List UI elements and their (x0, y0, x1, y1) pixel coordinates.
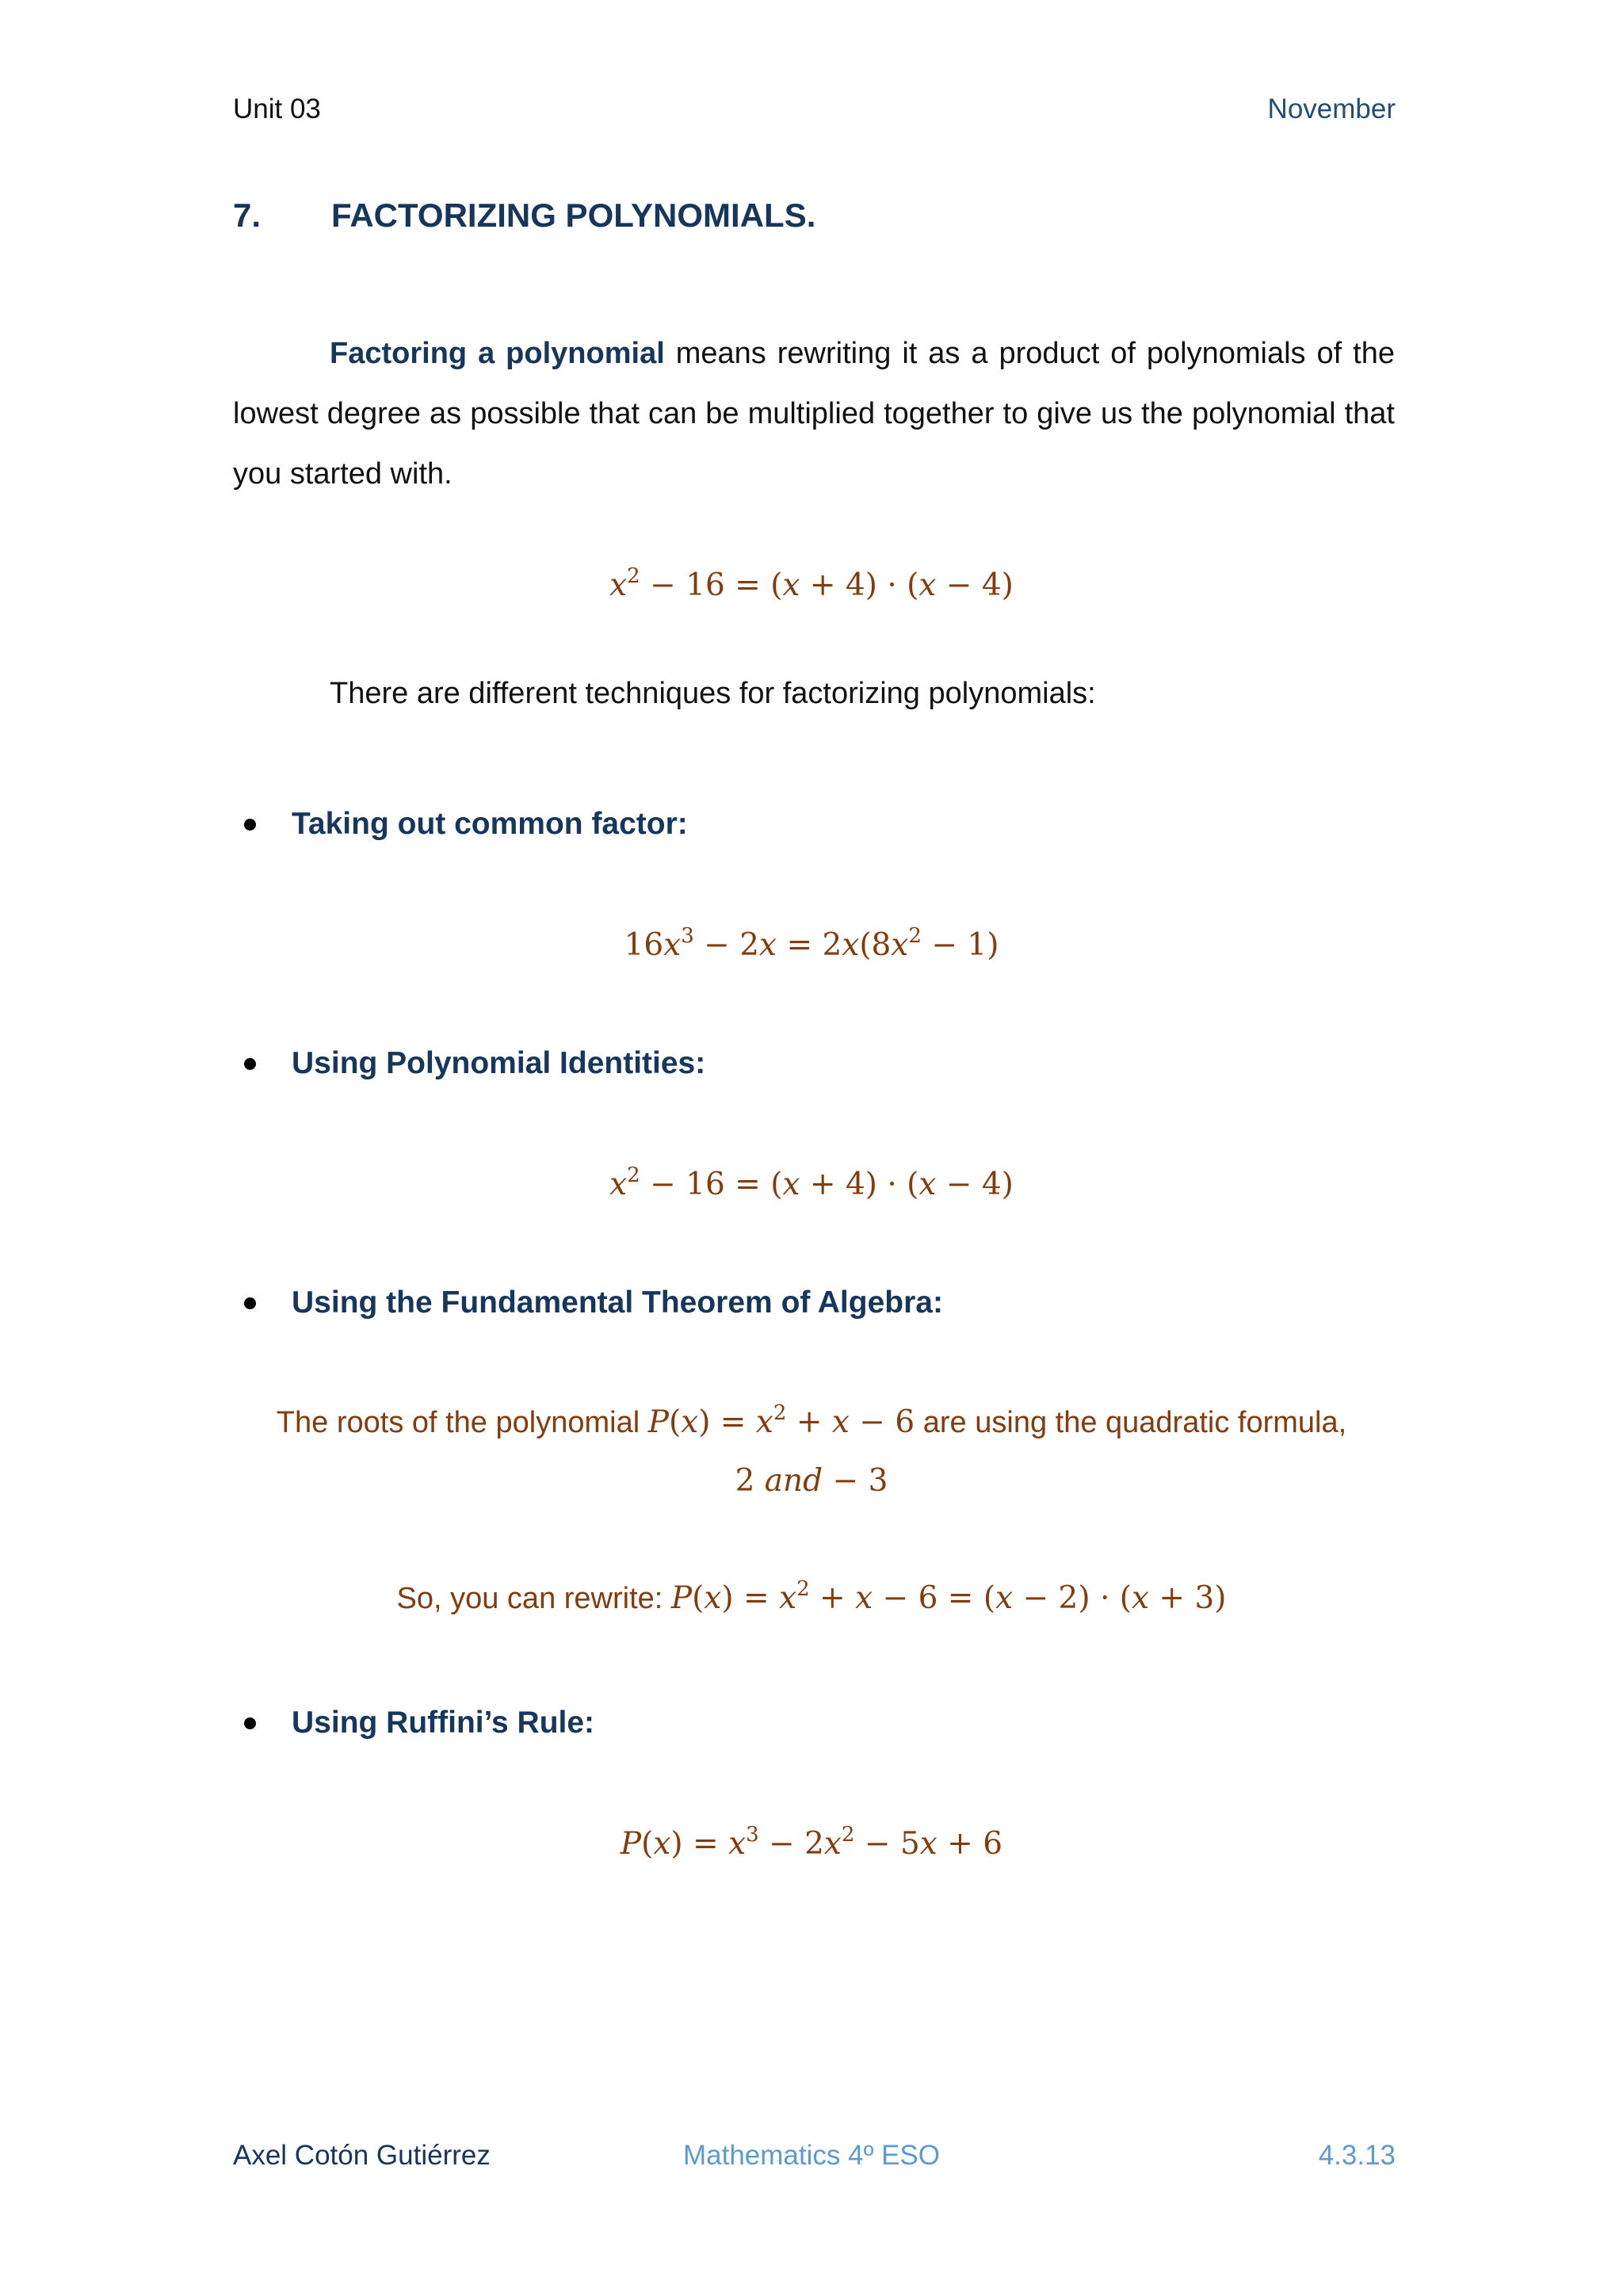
header-month: November (1267, 94, 1396, 124)
section-number: 7. (233, 197, 262, 234)
bullet-dot-icon (244, 1058, 256, 1070)
bullet-dot-icon (244, 819, 256, 831)
bullet-title: Taking out common factor: (292, 807, 688, 841)
bullet-title: Using the Fundamental Theorem of Algebra: (292, 1286, 943, 1320)
section-title: FACTORIZING POLYNOMIALS. (331, 197, 816, 234)
intro-paragraph (233, 323, 1395, 504)
bullet-title: Using Ruffini’s Rule: (292, 1706, 595, 1740)
roots-values: 2 and − 3 (735, 1463, 888, 1499)
bullet-common-factor (233, 807, 688, 842)
header-unit: Unit 03 (233, 94, 321, 124)
example-equation: $x^2 - 16 = (x + 4) \cdot (x - 4)$ (609, 564, 1014, 603)
roots-sentence: The roots of the polynomial $P(x) = x^2 + x - 6$ are using the quadratic formula, (276, 1401, 1347, 1440)
bullet-identities (233, 1046, 705, 1081)
bullet-dot-icon (244, 1717, 256, 1729)
intro-lead-term: Factoring a polynomial (330, 337, 665, 370)
bullet-dot-icon (244, 1297, 256, 1309)
footer-course: Mathematics 4º ESO (682, 2140, 940, 2171)
techniques-intro: There are different techniques for factorizing polynomials: (330, 677, 1096, 710)
intro-body: means rewriting it as a product of polynomials of the lowest degree as possible that can be multiplied together to give us the polynomial that you started with. (233, 337, 1395, 491)
equation-ruffini: $P(x) = x^3 - 2x^2 - 5x + 6$ (620, 1823, 1003, 1862)
footer-page-ref: 4.3.13 (1318, 2140, 1396, 2171)
equation-identities: $x^2 - 16 = (x + 4) \cdot (x - 4)$ (609, 1163, 1014, 1202)
rewrite-sentence: So, you can rewrite: $P(x) = x^2 + x - 6 = (x - 2) \cdot (x + 3)$ (396, 1577, 1227, 1616)
footer-author: Axel Cotón Gutiérrez (233, 2140, 491, 2171)
bullet-title: Using Polynomial Identities: (292, 1046, 706, 1080)
bullet-ruffini (233, 1706, 594, 1740)
equation-common-factor: $16x^3 - 2x = 2x(8x^2 - 1)$ (624, 924, 999, 963)
section-heading (233, 197, 815, 235)
bullet-fundamental-theorem (233, 1286, 943, 1320)
